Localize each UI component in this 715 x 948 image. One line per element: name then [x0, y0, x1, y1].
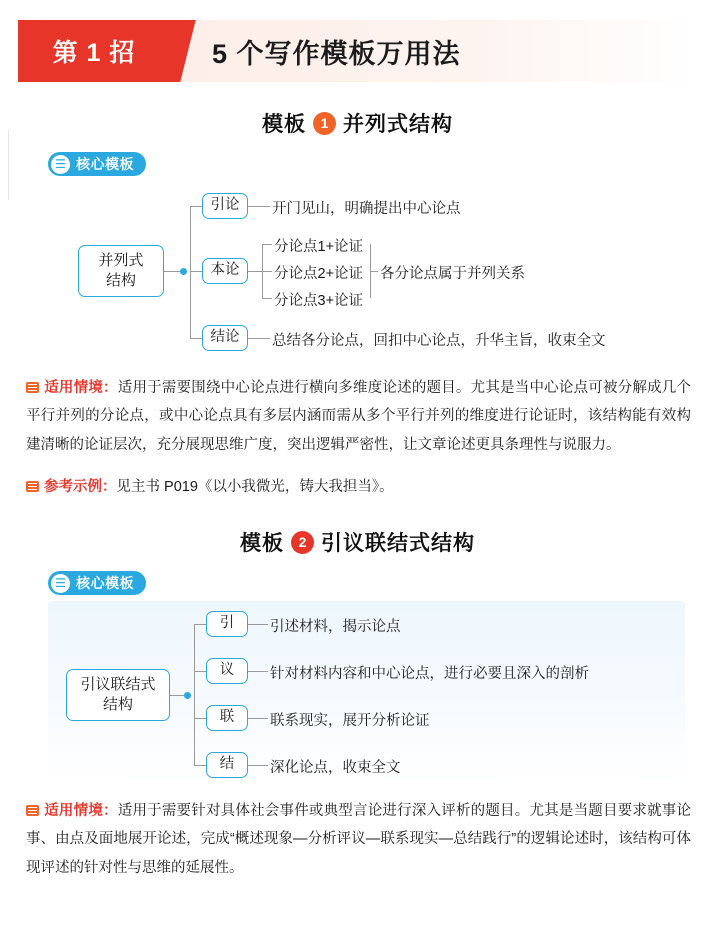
mindmap-2-branch-4: 结 [206, 752, 248, 778]
section-1-title-suffix: 并列式结构 [343, 113, 453, 136]
mindmap-1-branch-2-leaf-3-connector [262, 298, 272, 299]
bullet-tag-icon [26, 481, 39, 492]
section-2-title-suffix: 引议联结式结构 [321, 532, 475, 556]
mindmap-1-root-line2: 结构 [105, 272, 136, 289]
mindmap-2-branch-4-leaf-connector [248, 765, 268, 766]
mindmap-1-branch-2-leaf-1: 分论点1+论证 [274, 239, 364, 255]
mindmap-2-root [66, 669, 170, 721]
mindmap-2-branch-2-leaf-connector [248, 671, 268, 672]
mindmap-1-branch-3: 结论 [202, 325, 248, 351]
mindmap-1-hub-dot [180, 268, 187, 275]
section-1-mindmap [0, 182, 715, 360]
mindmap-1-branch-3-leaf-connector [248, 338, 270, 339]
section-2-note-1 [26, 797, 691, 882]
mindmap-2-branch-1: 引 [206, 611, 248, 637]
mindmap-2-branch-1-leaf-1: 引述材料，揭示论点 [270, 619, 401, 636]
mindmap-2-spine [194, 624, 195, 766]
section-1-note-2-text: 见主书 P019《以小我微光，铸大我担当》。 [116, 478, 394, 495]
section-2-note-1-label: 适用情境： [44, 803, 118, 820]
bullet-tag-icon [26, 805, 39, 816]
mindmap-1-branch-2-leaf-2: 分论点2+论证 [274, 266, 364, 282]
document-icon: ☰ [51, 574, 70, 593]
header-badge-block [18, 20, 170, 82]
section-2-title-prefix: 模板 [240, 532, 284, 556]
mindmap-1-branch-2-leaf-connector [248, 271, 262, 272]
mindmap-2-hub-dot [184, 692, 191, 699]
section-2-note-1-text: 适用于需要针对具体社会事件或典型言论进行深入评析的题目。尤其是当题目要求就事论事、由点及面地展开论述，完成“概述现象—分析评议—联系现实—总结践行”的逻辑论述时，该结构可体现评述的针对性与思维的延展性。 [26, 803, 692, 876]
mindmap-2-root-line2: 结构 [102, 696, 133, 714]
header-title-block [170, 20, 697, 82]
mindmap-1-branch-2-leaf-1-connector [262, 244, 272, 245]
mindmap-1-branch-2-note: 各分论点属于并列关系 [380, 266, 525, 282]
mindmap-1-branch-2: 本论 [202, 258, 248, 284]
document-icon: ☰ [51, 155, 70, 174]
section-2-title [0, 527, 715, 557]
section-1-note-2 [26, 473, 691, 501]
section-1-title-prefix: 模板 [262, 113, 306, 136]
mindmap-1-root [78, 245, 164, 297]
header-badge-label: 第 1 招 [52, 39, 136, 67]
mindmap-1-branch-1-leaf-1: 开门见山，明确提出中心论点 [272, 201, 461, 217]
section-2-core-template-pill [48, 571, 146, 595]
mindmap-1-branch-2-note-connector [370, 271, 378, 272]
mindmap-2-branch-4-connector [194, 765, 206, 766]
mindmap-2-branch-4-leaf-1: 深化论点，收束全文 [270, 760, 401, 777]
mindmap-2-branch-3-leaf-connector [248, 718, 268, 719]
mindmap-2-branch-2-connector [194, 671, 206, 672]
section-2-mindmap [48, 601, 685, 783]
section-2-number: 2 [291, 531, 314, 554]
mindmap-2-branch-1-connector [194, 624, 206, 625]
mindmap-1-branch-2-connector [190, 271, 202, 272]
mindmap-2-root-line1: 引议联结式 [80, 675, 156, 693]
section-2-core-template-label: 核心模板 [76, 575, 134, 592]
mindmap-2-branch-3-connector [194, 718, 206, 719]
mindmap-2-branch-1-leaf-connector [248, 624, 268, 625]
page-title: 5 个写作模板万用法 [212, 38, 461, 69]
mindmap-1-branch-1-connector [190, 206, 202, 207]
mindmap-2-branch-3-leaf-1: 联系现实，展开分析论证 [270, 713, 430, 730]
section-1-note-1-text: 适用于需要围绕中心论点进行横向多维度论述的题目。尤其是当中心论点可被分解成几个平行并列的分论点，或中心论点具有多层内涵而需从多个平行并列的维度进行论证时，该结构能有效构建清晰的论证层次，充分展现思维广度，突出逻辑严密性，让文章论述更具条理性与说服力。 [26, 380, 692, 453]
section-1-note-2-label: 参考示例： [44, 478, 117, 495]
section-1-core-template-label: 核心模板 [76, 156, 134, 172]
mindmap-1-branch-2-leaf-3: 分论点3+论证 [274, 293, 364, 309]
mindmap-2-branch-2: 议 [206, 658, 248, 684]
mindmap-1-root-line1: 并列式 [98, 251, 144, 269]
section-1-title [0, 108, 715, 138]
mindmap-1-branch-1-leaf-connector [248, 206, 270, 207]
mindmap-1-branch-2-leaf-2-connector [262, 271, 272, 272]
section-1-note-1 [26, 374, 691, 459]
mindmap-1-branch-1: 引论 [202, 193, 248, 219]
page-header [18, 20, 697, 82]
section-1-number: 1 [313, 112, 336, 135]
mindmap-1-branch-3-connector [190, 338, 202, 339]
bullet-tag-icon [26, 382, 39, 393]
section-1-note-1-label: 适用情境： [44, 380, 118, 396]
mindmap-1-branch-3-leaf-1: 总结各分论点，回扣中心论点，升华主旨，收束全文 [272, 333, 606, 349]
mindmap-2-branch-3: 联 [206, 705, 248, 731]
mindmap-2-branch-2-leaf-1: 针对材料内容和中心论点，进行必要且深入的剖析 [270, 666, 589, 683]
section-1-core-template-pill [48, 152, 146, 176]
